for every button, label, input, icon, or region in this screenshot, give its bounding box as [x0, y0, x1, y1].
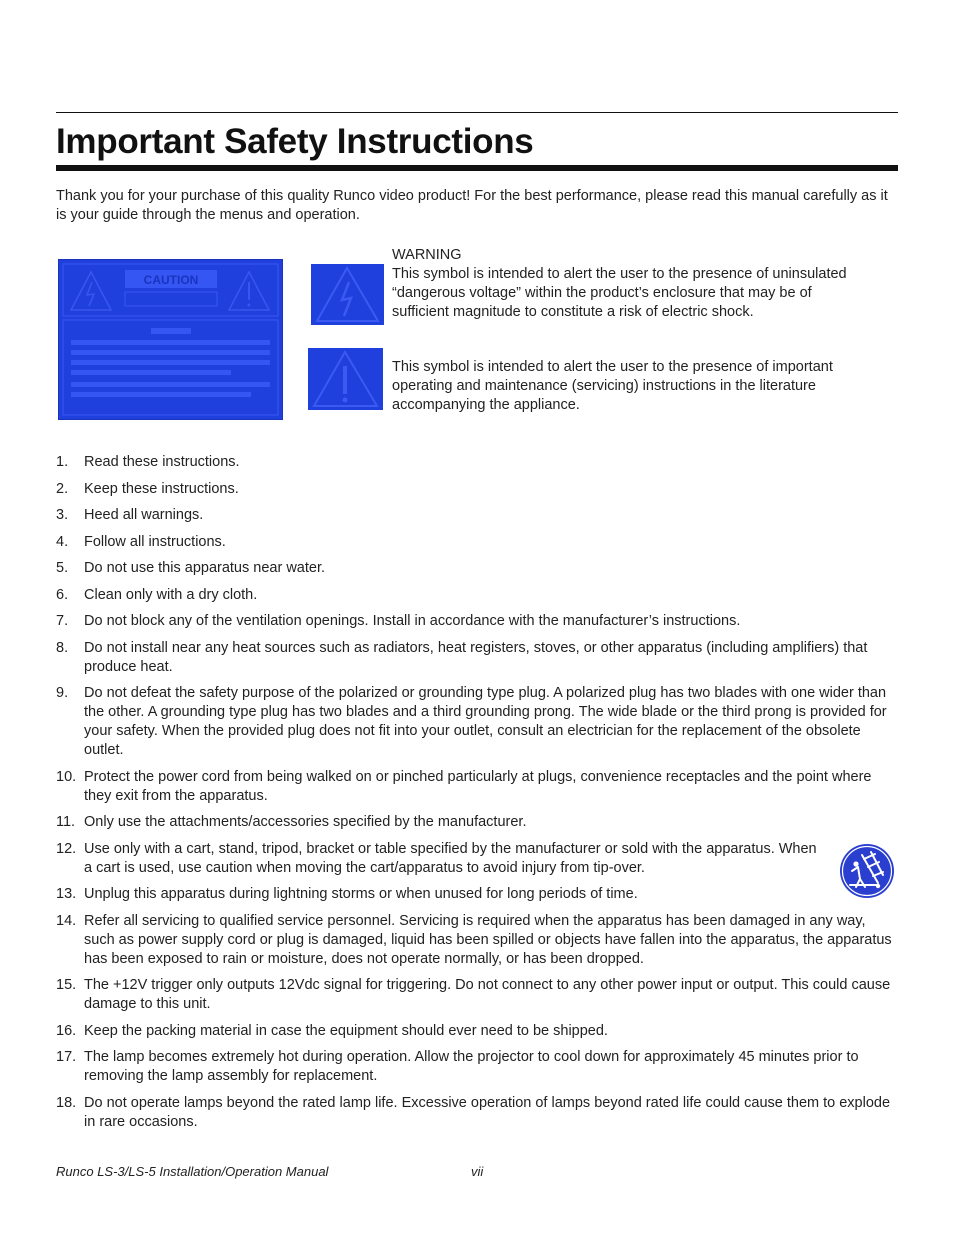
instruction-text: The +12V trigger only outputs 12Vdc signal for triggering. Do not connect to any other power input or output. This could cause damage to this unit.: [84, 977, 891, 1012]
instruction-item: [56, 559, 898, 578]
caution-label-graphic: [59, 260, 282, 419]
cart-tip-over-icon: [838, 843, 896, 899]
instruction-number: 14.: [56, 912, 77, 929]
instruction-number: 7.: [56, 613, 69, 629]
instruction-number: 4.: [56, 533, 69, 550]
caution-heading: CAUTION: [143, 273, 199, 287]
instruction-text: Read these instructions.: [84, 454, 240, 470]
instruction-list: [56, 453, 898, 1139]
instruction-text: Keep these instructions.: [84, 480, 239, 497]
instruction-text: Do not operate lamps beyond the rated lamp life. Excessive operation of lamps beyond rated life could cause them to explode in rare occasions.: [84, 1094, 891, 1130]
instruction-number: 9.: [56, 685, 69, 701]
instruction-text: Unplug this apparatus during lightning storms or when unused for long periods of time.: [84, 886, 638, 902]
instruction-number: 18.: [56, 1094, 77, 1111]
instruction-item: [56, 453, 898, 472]
instruction-text: The lamp becomes extremely hot during operation. Allow the projector to cool down for approximately 45 minutes prior to removing the lamp assembly for replacement.: [84, 1049, 859, 1084]
instruction-item: [56, 480, 898, 499]
instruction-item: [56, 912, 898, 969]
instruction-text: Do not install near any heat sources such as radiators, heat registers, stoves, or other apparatus (including amplifiers) that produce heat.: [84, 639, 868, 675]
instruction-text: Heed all warnings.: [84, 507, 204, 523]
footer-page-number: vii: [471, 1164, 484, 1179]
exclamation-icon: [308, 348, 383, 410]
instruction-number: 12.: [56, 840, 77, 857]
warning-heading: WARNING: [392, 247, 462, 263]
instruction-number: 16.: [56, 1022, 77, 1039]
instruction-text: Protect the power cord from being walked on or pinched particularly at plugs, convenience receptacles and the point where they exit from the apparatus.: [84, 768, 872, 804]
instruction-number: 17.: [56, 1049, 77, 1065]
instruction-item: [56, 976, 898, 1014]
attention-symbol: [308, 348, 383, 410]
voltage-description: This symbol is intended to alert the user to the presence of uninsulated “dangerous voltage” within the product’s enclosure that may be of sufficient magnitude to constitute a risk of electric shock.: [392, 266, 847, 320]
instruction-item: [56, 1022, 898, 1041]
instruction-number: 10.: [56, 768, 77, 785]
instruction-item: [56, 684, 898, 760]
instruction-number: 2.: [56, 480, 69, 497]
instruction-number: 11.: [56, 814, 76, 830]
instruction-item: [56, 1048, 898, 1086]
dangerous-voltage-symbol: [311, 264, 384, 325]
attention-description: This symbol is intended to alert the user to the presence of important operating and maintenance (servicing) instructions in the literature accompanying the appliance.: [392, 359, 833, 413]
instruction-text: Do not defeat the safety purpose of the polarized or grounding type plug. A polarized plug has two blades with one wider than the other. A grounding type plug has two blades and a third grounding prong. The wide blade or the third prong is provided for your safety. When the provided plug does not fit into your outlet, consult an electrician for the replacement of the obsolete outlet.: [84, 685, 887, 758]
page-title: Important Safety Instructions: [56, 122, 534, 161]
instruction-text: Refer all servicing to qualified service personnel. Servicing is required when the apparatus has been damaged in any way, such as power supply cord or plug is damaged, liquid has been spilled or objects have fallen into the apparatus, the apparatus has been exposed to rain or moisture, does not operate normally, or has been dropped.: [84, 912, 892, 967]
instruction-item: [56, 813, 898, 832]
instruction-number: 5.: [56, 560, 69, 576]
instruction-number: 6.: [56, 586, 69, 603]
instruction-item: [56, 1094, 898, 1132]
lightning-bolt-icon: [311, 264, 384, 325]
instruction-item: [56, 612, 898, 631]
instruction-item: [56, 533, 898, 552]
instruction-number: 15.: [56, 977, 77, 993]
intro-paragraph: Thank you for your purchase of this quality Runco video product! For the best performance, please read this manual carefully as it is your guide through the menus and operation.: [56, 188, 888, 223]
caution-label-image: [58, 259, 283, 420]
instruction-text: Do not block any of the ventilation openings. Install in accordance with the manufacturer’s instructions.: [84, 613, 741, 629]
top-rule: [56, 112, 898, 113]
instruction-text: Follow all instructions.: [84, 533, 226, 550]
instruction-item: [56, 586, 898, 605]
instruction-text: Clean only with a dry cloth.: [84, 586, 258, 603]
instruction-number: 3.: [56, 507, 69, 523]
footer-manual-title: Runco LS-3/LS-5 Installation/Operation Manual: [56, 1164, 329, 1179]
instruction-item: [56, 885, 898, 904]
instruction-item: [56, 506, 898, 525]
caution-bolt-triangle: [71, 272, 111, 310]
title-rule: [56, 165, 898, 171]
instruction-text: Do not use this apparatus near water.: [84, 560, 326, 576]
instruction-text: Keep the packing material in case the equipment should ever need to be shipped.: [84, 1022, 608, 1039]
instruction-item: [56, 840, 898, 878]
instruction-text: Use only with a cart, stand, tripod, bracket or table specified by the manufacturer or sold with the apparatus. When a cart is used, use caution when moving the cart/apparatus to avoid injury from tip-over.: [84, 840, 817, 876]
instruction-number: 13.: [56, 886, 77, 902]
instruction-number: 8.: [56, 639, 69, 656]
voltage-warning-text: [392, 246, 852, 322]
instruction-item: [56, 768, 898, 806]
instruction-number: 1.: [56, 454, 69, 470]
instruction-text: Only use the attachments/accessories specified by the manufacturer.: [84, 814, 527, 830]
instruction-item: [56, 639, 898, 677]
